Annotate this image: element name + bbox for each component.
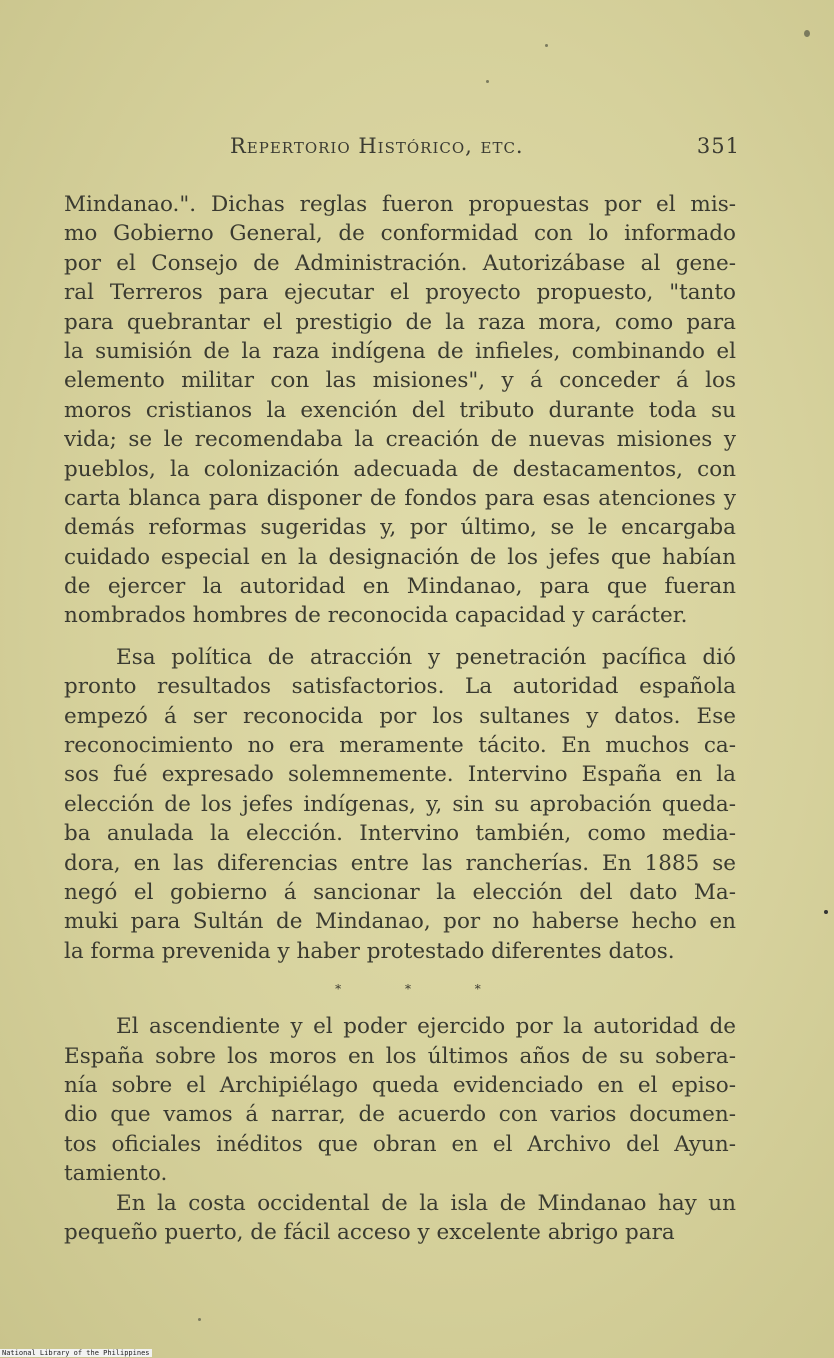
- text-line: nía sobre el Archipiélago queda evidenciado en el episo-: [64, 1072, 736, 1098]
- paper-speck: [486, 80, 489, 83]
- text-line: elección de los jefes indígenas, y, sin su aprobación queda-: [64, 791, 736, 817]
- text-line: la forma prevenida y haber protestado diferentes datos.: [64, 938, 675, 964]
- text-line: carta blanca para disponer de fondos para esas atenciones y: [64, 485, 736, 511]
- text-line: empezó á ser reconocida por los sultanes y datos. Ese: [64, 703, 736, 729]
- running-head: [230, 134, 740, 164]
- text-line: sos fué expresado solemnemente. Intervino España en la: [64, 762, 736, 788]
- text-line: nombrados hombres de reconocida capacidad y carácter.: [64, 603, 688, 629]
- text-line: El ascendiente y el poder ejercido por la autoridad de: [116, 1014, 736, 1040]
- text-line: de ejercer la autoridad en Mindanao, para que fueran: [64, 574, 736, 600]
- body-text: [64, 190, 736, 1247]
- text-line: tos oficiales inéditos que obran en el Archivo del Ayun-: [64, 1131, 736, 1157]
- library-footer-note: National Library of the Philippines: [2, 1349, 150, 1357]
- text-line: ral Terreros para ejecutar el proyecto propuesto, "tanto: [64, 280, 736, 306]
- text-line: pueblos, la colonización adecuada de destacamentos, con: [64, 456, 736, 482]
- text-line: por el Consejo de Administración. Autorizábase al gene-: [64, 250, 736, 276]
- text-line: tamiento.: [64, 1161, 168, 1187]
- text-line: cuidado especial en la designación de los jefes que habían: [64, 544, 736, 570]
- text-line: ba anulada la elección. Intervino también, como media-: [64, 821, 736, 847]
- text-line: mo Gobierno General, de conformidad con lo informado: [64, 221, 736, 247]
- text-line: para quebrantar el prestigio de la raza mora, como para: [64, 309, 736, 335]
- running-head-title: Repertorio Histórico, etc.: [230, 134, 524, 158]
- paper-speck: [804, 30, 810, 37]
- text-line: dora, en las diferencias entre las rancherías. En 1885 se: [64, 850, 736, 876]
- paragraph-gap: [64, 631, 736, 643]
- text-line: Esa política de atracción y penetración pacífica dió: [116, 644, 736, 670]
- page-number: 351: [696, 134, 740, 158]
- text-line: España sobre los moros en los últimos años de su sobera-: [64, 1043, 736, 1069]
- text-line: pronto resultados satisfactorios. La autoridad española: [64, 674, 736, 700]
- paper-speck: [198, 1318, 201, 1321]
- text-line: elemento militar con las misiones", y á conceder á los: [64, 368, 736, 394]
- text-line: demás reformas sugeridas y, por último, se le encargaba: [64, 515, 736, 541]
- paragraph: [64, 190, 736, 631]
- text-line: vida; se le recomendaba la creación de nuevas misiones y: [64, 427, 736, 453]
- paragraph: [64, 1012, 736, 1188]
- text-line: En la costa occidental de la isla de Mindanao hay un: [116, 1190, 736, 1216]
- paragraph: [64, 1189, 736, 1248]
- text-line: reconocimiento no era meramente tácito. En muchos ca-: [64, 733, 736, 759]
- text-line: la sumisión de la raza indígena de infieles, combinando el: [64, 338, 736, 364]
- text-line: dio que vamos á narrar, de acuerdo con varios documen-: [64, 1102, 736, 1128]
- paper-speck: [824, 910, 828, 914]
- text-line: moros cristianos la exención del tributo durante toda su: [64, 397, 736, 423]
- text-line: negó el gobierno á sancionar la elección del dato Ma-: [64, 879, 736, 905]
- paragraph: [64, 643, 736, 966]
- section-break-asterisks: * * *: [335, 982, 481, 997]
- paper-speck: [545, 44, 548, 47]
- text-line: muki para Sultán de Mindanao, por no haberse hecho en: [64, 909, 736, 935]
- text-line: Mindanao.". Dichas reglas fueron propuestas por el mis-: [64, 192, 736, 217]
- text-line: pequeño puerto, de fácil acceso y excelente abrigo para: [64, 1219, 675, 1245]
